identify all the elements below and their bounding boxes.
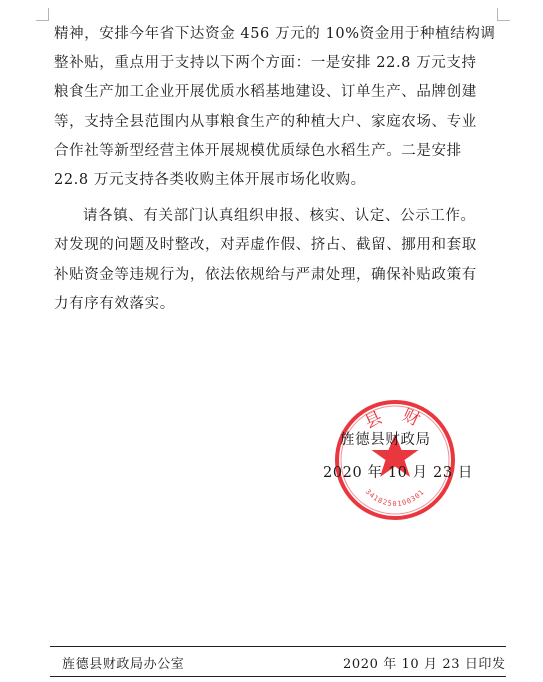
footer-print-date: 2020 年 10 月 23 日印发 bbox=[343, 657, 506, 672]
body-line: 精神，安排今年省下达资金 456 万元的 10%资金用于种植结构调 bbox=[54, 26, 496, 42]
seal-text: 县 财 bbox=[361, 405, 429, 433]
seal-number: 3418250100301 bbox=[363, 487, 427, 508]
footer-top-rule bbox=[50, 646, 506, 647]
body-line: 力有序有效落实。 bbox=[54, 295, 175, 312]
body-line: 补贴资金等违规行为，依法依规给与严肃处理，确保补贴政策有 bbox=[54, 266, 477, 283]
signature-org: 旌德县财政局 bbox=[340, 432, 431, 448]
body-line: 请各镇、有关部门认真组织申报、核实、认定、公示工作。 bbox=[83, 208, 476, 225]
body-line: 等，支持全县范围内从事粮食生产的种植大户、家庭农场、专业 bbox=[54, 113, 477, 130]
body-line: 22.8 万元支持各类收购主体开展市场化收购。 bbox=[54, 171, 366, 188]
crop-mark-top-left bbox=[36, 8, 49, 21]
footer-bottom-rule bbox=[50, 676, 506, 677]
document-body bbox=[54, 20, 504, 319]
svg-text:3418250100301 bbox=[364, 488, 426, 508]
body-line: 整补贴，重点用于支持以下两个方面：一是安排 22.8 万元支持 bbox=[54, 55, 477, 72]
body-line: 对发现的问题及时整改，对弄虚作假、挤占、截留、挪用和套取 bbox=[54, 237, 477, 254]
footer-issuer: 旌德县财政局办公室 bbox=[62, 657, 185, 672]
official-seal bbox=[333, 398, 457, 522]
body-line: 合作社等新型经营主体开展规模优质绿色水稻生产。二是安排 bbox=[54, 142, 462, 159]
signature-date: 2020 年 10 月 23 日 bbox=[323, 465, 473, 481]
body-line: 粮食生产加工企业开展优质水稻基地建设、订单生产、品牌创建 bbox=[54, 84, 477, 101]
